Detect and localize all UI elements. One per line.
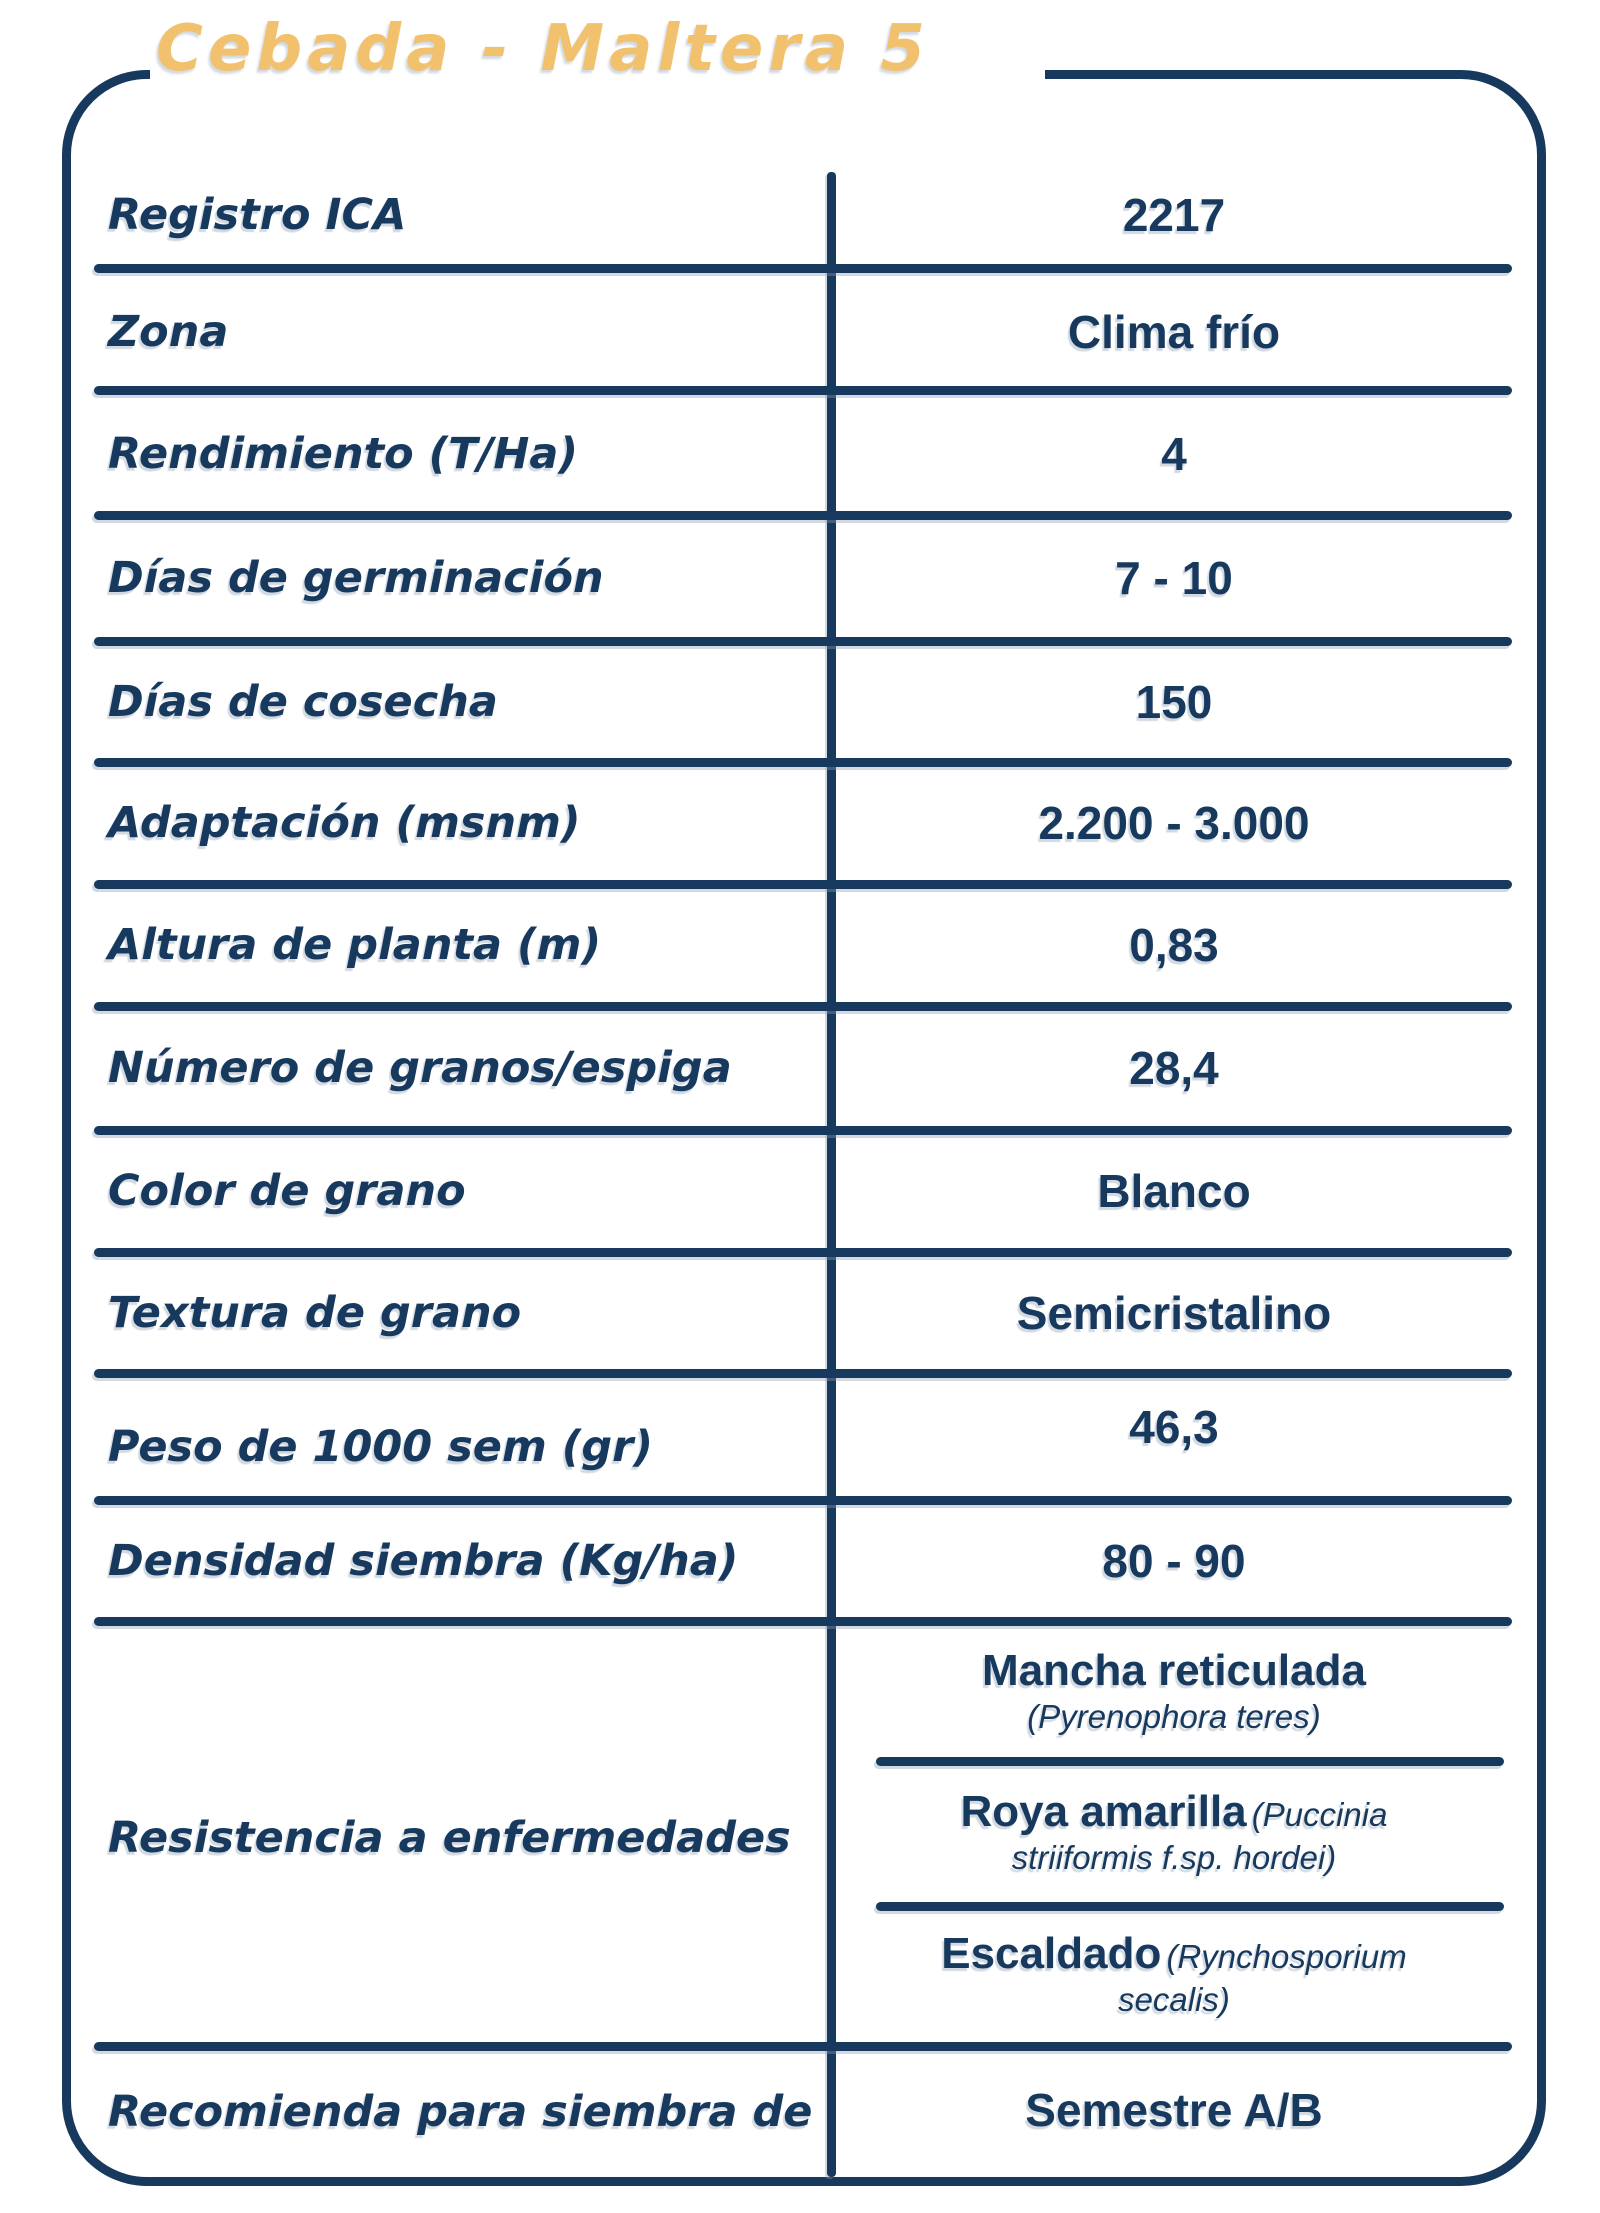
row-value: 4 <box>1161 428 1187 480</box>
row-separator <box>94 2042 1512 2051</box>
recommend-label: Recomienda para siembra de <box>108 2087 813 2137</box>
row-label: Rendimiento (T/Ha) <box>108 429 578 479</box>
disease-scientific-name: (Rynchosporium secalis) <box>1118 1938 1407 2019</box>
row-label: Registro ICA <box>108 190 407 240</box>
disease-entry <box>924 1928 1424 2021</box>
row-separator <box>94 880 1512 889</box>
disease-cell <box>836 1908 1512 2042</box>
row-value: 2.200 - 3.000 <box>1038 797 1310 849</box>
row-separator <box>94 637 1512 646</box>
disease-name: Mancha reticulada <box>982 1646 1366 1696</box>
row-value: 2217 <box>1122 189 1226 241</box>
row-separator <box>94 1002 1512 1011</box>
row-label: Densidad siembra (Kg/ha) <box>108 1536 739 1586</box>
row-separator <box>94 264 1512 273</box>
row-label: Número de granos/espiga <box>108 1043 732 1093</box>
row-separator <box>94 1617 1512 1626</box>
row-value: Blanco <box>1097 1165 1251 1217</box>
row-value: 150 <box>1135 676 1213 728</box>
disease-scientific-name: (Puccinia striiformis f.sp. hordei) <box>1011 1796 1388 1877</box>
recommend-value: Semestre A/B <box>1025 2084 1323 2136</box>
disease-entry <box>944 1645 1404 1738</box>
disease-name: Roya amarilla <box>960 1787 1247 1837</box>
row-value: 46,3 <box>1129 1401 1219 1453</box>
row-separator <box>94 1248 1512 1257</box>
disease-name: Escaldado <box>941 1929 1162 1979</box>
disease-scientific-name: (Pyrenophora teres) <box>1027 1698 1321 1736</box>
disease-entry <box>914 1786 1434 1879</box>
column-divider <box>827 172 836 2177</box>
row-separator <box>94 511 1512 520</box>
row-label: Zona <box>108 307 229 357</box>
row-separator <box>94 1369 1512 1378</box>
row-label: Días de cosecha <box>108 677 498 727</box>
disease-cell <box>836 1764 1512 1902</box>
resistance-label: Resistencia a enfermedades <box>108 1813 791 1863</box>
row-value: Clima frío <box>1067 306 1281 358</box>
row-value: 7 - 10 <box>1115 552 1233 604</box>
row-label: Color de grano <box>108 1166 466 1216</box>
row-separator <box>94 1126 1512 1135</box>
row-separator <box>94 758 1512 767</box>
row-label: Altura de planta (m) <box>108 920 602 970</box>
row-value: 80 - 90 <box>1102 1535 1246 1587</box>
row-label: Textura de grano <box>108 1288 522 1338</box>
row-label: Días de germinación <box>108 553 604 603</box>
row-value: Semicristalino <box>1016 1287 1332 1339</box>
row-value: 28,4 <box>1129 1042 1219 1094</box>
row-separator <box>94 1496 1512 1505</box>
row-separator <box>94 386 1512 395</box>
row-value: 0,83 <box>1129 919 1219 971</box>
row-label: Adaptación (msnm) <box>108 798 581 848</box>
page-title: Cebada - Maltera 5 <box>156 12 930 86</box>
disease-cell <box>836 1626 1512 1758</box>
row-label: Peso de 1000 sem (gr) <box>108 1422 654 1472</box>
